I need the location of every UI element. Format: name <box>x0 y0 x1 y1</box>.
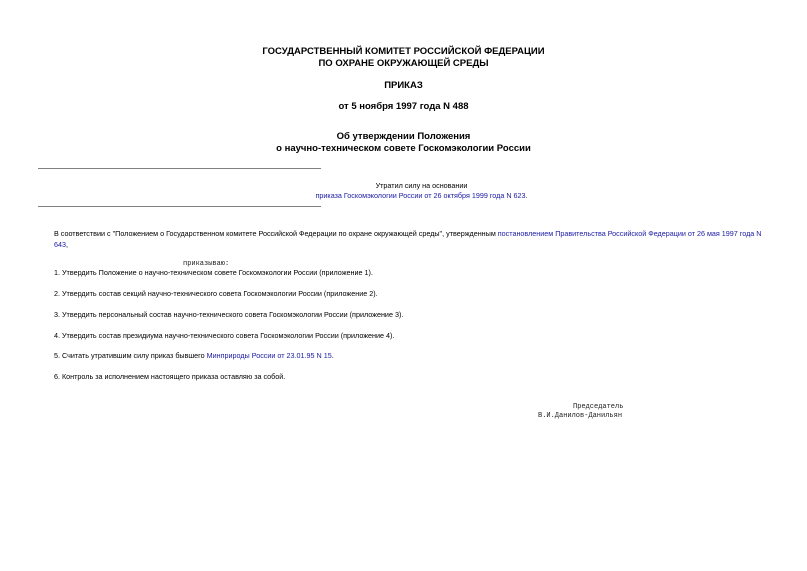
status-note-line2 <box>38 190 805 201</box>
preamble-comma: , <box>66 240 68 249</box>
item-2: 2. Утвердить состав секций научно-технического совета Госкомэкологии России (приложение 2). <box>54 289 378 298</box>
repeal-order-link[interactable]: приказа Госкомэкологии России от 26 октября 1999 года N 623 <box>315 191 526 200</box>
preamble-paragraph <box>38 228 773 250</box>
document-type: ПРИКАЗ <box>384 80 423 91</box>
agency-name-line1: ГОСУДАРСТВЕННЫЙ КОМИТЕТ РОССИЙСКОЙ ФЕДЕРАЦИИ <box>262 46 545 57</box>
agency-name-line2: ПО ОХРАНЕ ОКРУЖАЮЩЕЙ СРЕДЫ <box>318 58 489 69</box>
item-3: 3. Утвердить персональный состав научно-технического совета Госкомэкологии России (приложение 3). <box>54 310 404 319</box>
item-4: 4. Утвердить состав президиума научно-технического совета Госкомэкологии России (приложение 4). <box>54 331 395 340</box>
item-5-text: 5. Считать утратившим силу приказ бывшего <box>54 351 207 360</box>
order-word: приказываю: <box>183 260 230 268</box>
signature-name: В.И.Данилов-Данильян <box>538 412 623 420</box>
item-5-period: . <box>331 351 334 360</box>
item-1: 1. Утвердить Положение о научно-техническом совете Госкомэкологии России (приложение 1). <box>54 268 373 277</box>
document-date-number: от 5 ноября 1997 года N 488 <box>338 101 469 112</box>
divider-bottom <box>38 206 321 207</box>
item-6: 6. Контроль за исполнением настоящего приказа оставляю за собой. <box>54 372 286 381</box>
ministry-order-link[interactable]: Минприроды России от 23.01.95 N 15 <box>206 351 332 360</box>
document-title-line2: о научно-техническом совете Госкомэкологии России <box>276 143 531 154</box>
signature-position: Председатель <box>573 403 624 411</box>
preamble-text: В соответствии с "Положением о Государственном комитете Российской Федерации по охране окружающей среды", утвержденным <box>54 229 498 238</box>
divider-top <box>38 168 321 169</box>
document-title-line1: Об утверждении Положения <box>336 131 471 142</box>
government-decree-link[interactable]: постановлением Правительства Российской Федерации от 26 мая 1997 года N 643 <box>54 229 762 249</box>
status-note-period: . <box>525 191 528 200</box>
status-note-line1: Утратил силу на основании <box>375 181 468 190</box>
item-5 <box>38 350 773 361</box>
